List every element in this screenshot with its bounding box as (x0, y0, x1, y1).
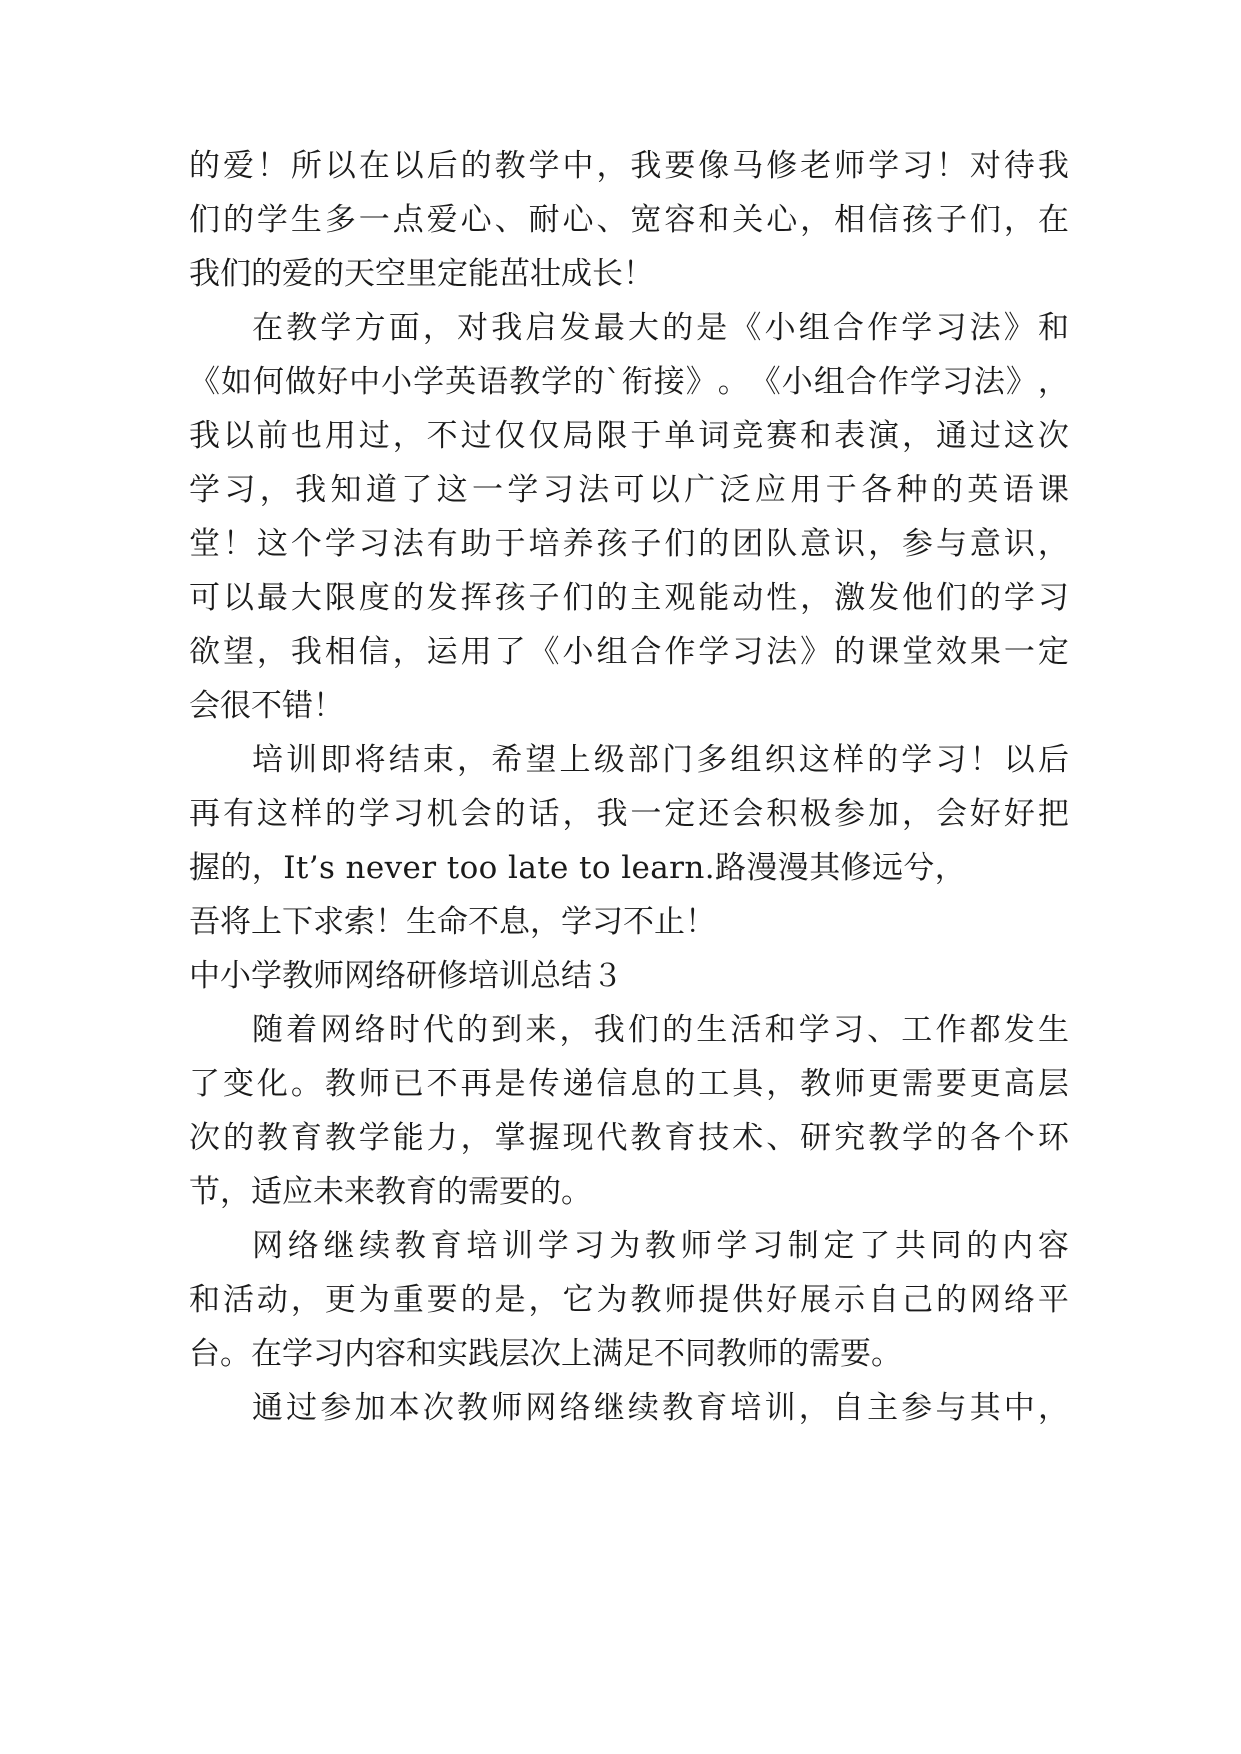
text-line: 学 习 ， 我 知 道 了 这 一 学 习 法 可 以 广 泛 应 用 于 各 种 的 英 语 课 (189, 472, 1069, 508)
text-line: 《 如 何 做 好 中 小 学 英 语 教 学 的 ` 衔 接 》 。 《 小 组 合 作 学 习 法 》 ， (189, 364, 1069, 400)
text-line: 通 过 参 加 本 次 教 师 网 络 继 续 教 育 培 训 ， 自 主 参 与 其 中 ， (252, 1390, 1069, 1426)
text-line: 台。在学习内容和实践层次上满足不同教师的需要。 (189, 1336, 902, 1372)
text-line: 和 活 动 ， 更 为 重 要 的 是 ， 它 为 教 师 提 供 好 展 示 自 己 的 网 络 平 (189, 1282, 1069, 1318)
text-line: 了 变 化 。 教 师 已 不 再 是 传 递 信 息 的 工 具 ， 教 师 更 需 要 更 高 层 (189, 1066, 1069, 1102)
text-line: 随 着 网 络 时 代 的 到 来 ， 我 们 的 生 活 和 学 习 、 工 作 都 发 生 (252, 1012, 1069, 1048)
text-line: 会很不错！ (189, 688, 344, 724)
text-line: 节，适应未来教育的需要的。 (189, 1174, 592, 1210)
text-line: 培 训 即 将 结 束 ， 希 望 上 级 部 门 多 组 织 这 样 的 学 习 ！ 以 后 (252, 742, 1069, 778)
text-line: 吾将上下求索！生命不息，学习不止！ (189, 904, 716, 940)
text-line: 可 以 最 大 限 度 的 发 挥 孩 子 们 的 主 观 能 动 性 ， 激 发 他 们 的 学 习 (189, 580, 1069, 616)
text-line: 握的，It’s never too late to learn.路漫漫其修远兮， (189, 850, 967, 886)
text-line: 次 的 教 育 教 学 能 力 ， 掌 握 现 代 教 育 技 术 、 研 究 教 学 的 各 个 环 (189, 1120, 1069, 1156)
text-line: 在 教 学 方 面 ， 对 我 启 发 最 大 的 是 《 小 组 合 作 学 习 法 》 和 (252, 310, 1069, 346)
text-line: 的 爱 ！ 所 以 在 以 后 的 教 学 中 ， 我 要 像 马 修 老 师 学 习 ！ 对 待 我 (189, 148, 1069, 184)
text-line: 堂 ！ 这 个 学 习 法 有 助 于 培 养 孩 子 们 的 团 队 意 识 ， 参 与 意 识 ， (189, 526, 1069, 562)
text-line: 欲 望 ， 我 相 信 ， 运 用 了 《 小 组 合 作 学 习 法 》 的 课 堂 效 果 一 定 (189, 634, 1069, 670)
text-line: 们 的 学 生 多 一 点 爱 心 、 耐 心 、 宽 容 和 关 心 ， 相 信 孩 子 们 ， 在 (189, 202, 1069, 238)
text-line: 我 以 前 也 用 过 ， 不 过 仅 仅 局 限 于 单 词 竞 赛 和 表 演 ， 通 过 这 次 (189, 418, 1069, 454)
text-line: 网 络 继 续 教 育 培 训 学 习 为 教 师 学 习 制 定 了 共 同 的 内 容 (252, 1228, 1069, 1264)
text-line: 我们的爱的天空里定能茁壮成长！ (189, 256, 654, 292)
section-heading: 中小学教师网络研修培训总结３ (189, 958, 623, 994)
text-line: 再 有 这 样 的 学 习 机 会 的 话 ， 我 一 定 还 会 积 极 参 加 ， 会 好 好 把 (189, 796, 1069, 832)
